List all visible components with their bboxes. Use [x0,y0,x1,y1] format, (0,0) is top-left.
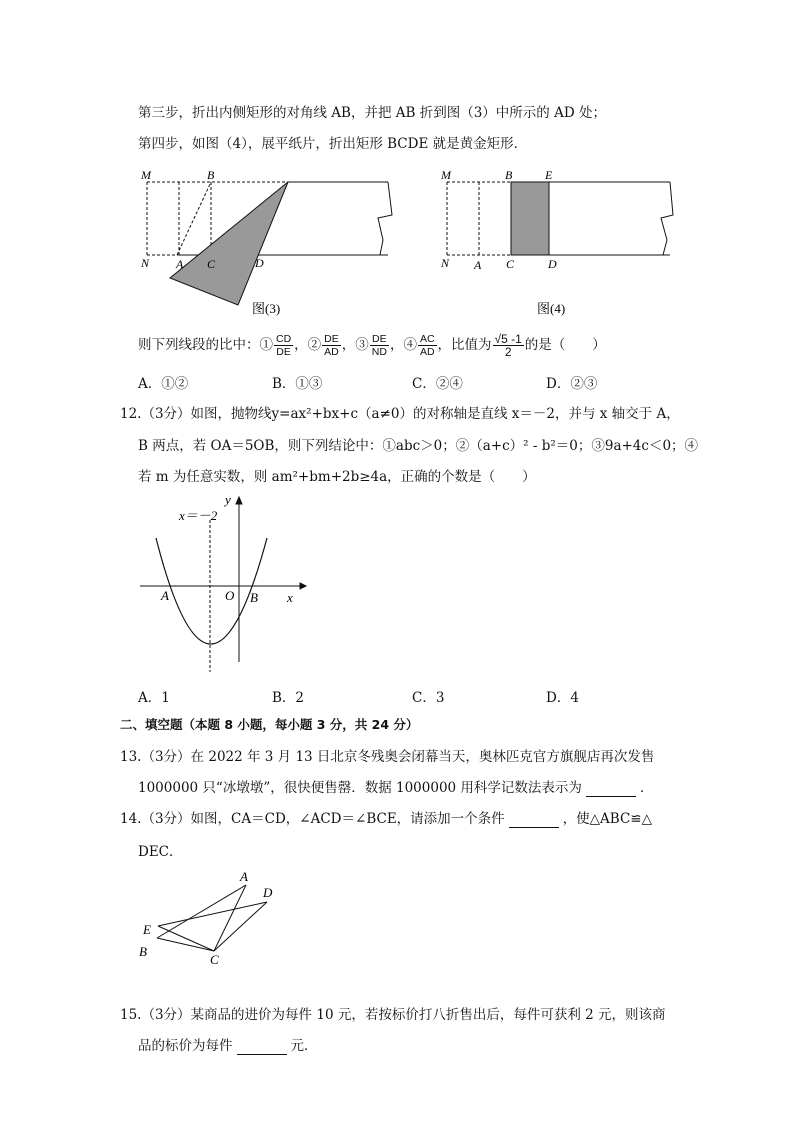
fig3-dash-ab [177,182,211,255]
y-axis-label: y [225,492,231,507]
q15-line-1: 15.（3分）某商品的进价为每件 10 元，若按标价打八折售出后，每件可获利 2 元，则该商 [120,1007,666,1023]
point-A-label: A [161,588,169,603]
fig4-label-D: D [548,257,557,271]
fig4-label-M: M [441,168,451,182]
symmetry-label: x＝－2 [179,508,218,523]
q14-line-2: DEC． [138,844,183,860]
label-A: A [240,869,248,884]
figure-4 [435,160,685,320]
fig3-label-M: M [141,168,151,182]
q11-stem: 则下列线段的比中：① $\frac{CD}{DE}$ ，② $\frac{DE}{AD}$ ，③ $\frac{DE}{ND}$ ，④ $\frac{AC}{AD}$ ，比值为 $\frac{√5 -1}{2}$ 的是（ ） [138,332,606,359]
ratio-3: $\frac{DE}{ND}$ [371,333,387,358]
fig4-golden-rectangle [511,182,549,255]
ratio-4-mark: ④ [403,337,417,353]
q14-answer-blank[interactable] [509,813,559,828]
q12-line-1: 12.（3分）如图，抛物线y=ax²+bx+c（a≠0）的对称轴是直线 x＝－2，并与 x 轴交于 A， [120,406,680,422]
label-C: C [210,952,219,967]
x-axis-label: x [287,590,293,605]
q13-line-1: 13.（3分）在 2022 年 3 月 13 日北京冬残奥会闭幕当天，奥林匹克官方旗舰店再次发售 [120,749,655,765]
y-axis-arrow [236,497,242,504]
fig3-caption: 图(3) [252,301,281,316]
origin-label: O [225,588,235,603]
ratio-2: $\frac{DE}{AD}$ [324,333,339,358]
fig4-caption: 图(4) [537,301,566,316]
fig3-label-C: C [207,257,216,271]
seg-ED [158,902,267,926]
section-heading: 二、填空题（本题 8 小题，每小题 3 分，共 24 分） [120,717,419,732]
q12-line-2: B 两点，若 OA＝5OB，则下列结论中：①abc＞0；②（a+c）² - b²＝0；③9a+4c＜0；④ [138,438,699,454]
seg-EC [158,926,214,951]
ratio-2-mark: ② [307,337,322,353]
fig3-torn-edge [378,182,392,255]
fig4-torn-edge [661,182,673,255]
seg-DC [214,902,267,951]
point-B-label: B [250,590,258,605]
q12-option-d[interactable]: D．4 [546,690,579,706]
q11-stem-mid: ，比值为 [437,337,492,353]
ratio-3-mark: ③ [355,337,369,353]
q11-option-c[interactable]: C．②④ [412,376,463,392]
q11-stem-post: 的是（ ） [524,337,606,353]
seg-BC [157,938,214,951]
ratio-4: $\frac{AC}{AD}$ [419,333,435,358]
q12-option-b[interactable]: B．2 [272,690,305,706]
q12-option-a[interactable]: A．1 [138,690,170,706]
q13-line-2: 1000000 只“冰墩墩”，很快便售罄．数据 1000000 用科学记数法表示为 ． [138,780,654,796]
x-axis-arrow [300,583,306,589]
q14-line-1: 14.（3分）如图，CA＝CD，∠ACD＝∠BCE，请添加一个条件 ，使△ABC≌△ [120,811,652,827]
label-D: D [263,885,273,900]
golden-ratio: $\frac{√5 -1}{2}$ [494,332,522,359]
fig3-label-A: A [176,257,184,271]
q11-step3: 第三步，折出内侧矩形的对角线 AB，并把 AB 折到图（3）中所示的 AD 处； [138,105,606,121]
fig4-label-B: B [505,168,513,182]
ratio-1: $\frac{CD}{DE}$ [276,333,292,358]
fig3-label-N: N [141,256,150,270]
figure-3 [135,160,400,320]
q12-parabola-graph [135,490,315,680]
q12-line-3: 若 m 为任意实数，则 am²+bm+2b≥4a，正确的个数是（ ） [138,469,536,485]
q12-option-c[interactable]: C．3 [412,690,445,706]
label-B: B [139,944,147,959]
label-E: E [143,922,151,937]
q15-answer-blank[interactable] [237,1040,287,1055]
q15-line-2: 品的标价为每件 元． [138,1038,318,1054]
q14-triangles-figure [135,865,285,970]
q11-option-d[interactable]: D．②③ [546,376,598,392]
fig4-label-A: A [474,258,482,272]
fig4-label-C: C [506,257,515,271]
fig3-shaded-fold [170,182,288,305]
ratio-1-mark: ① [259,337,273,353]
q11-option-a[interactable]: A．①② [138,376,189,392]
q11-stem-pre: 则下列线段的比中： [138,337,260,353]
fig4-label-E: E [545,168,553,182]
fig3-label-B: B [207,168,215,182]
q11-step4: 第四步，如图（4），展平纸片，折出矩形 BCDE 就是黄金矩形． [138,136,528,152]
fig3-label-D: D [255,256,264,270]
q11-option-b[interactable]: B．①③ [272,376,323,392]
fig4-label-N: N [441,256,450,270]
q13-answer-blank[interactable] [586,782,636,797]
